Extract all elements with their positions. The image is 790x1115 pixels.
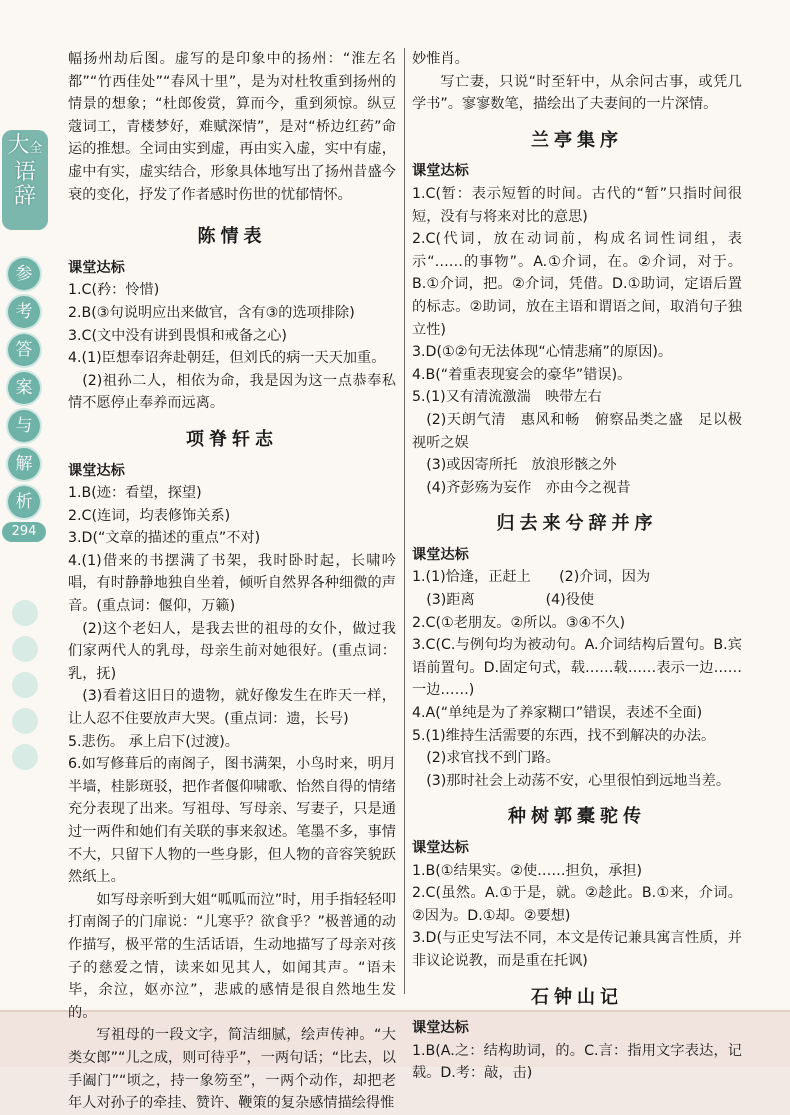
answer-item: 1.C(暂：表示短暂的时间。古代的“暂”只指时间很短，没有与将来对比的意思): [412, 185, 742, 225]
answer-item: 3.D(与正史写法不同，本文是传记兼具寓言性质，并非议论说教，而是重在托讽): [412, 930, 742, 969]
answer-item: (4)齐彭殇为妄作 亦由今之视昔: [426, 479, 631, 496]
decorative-dots: [10, 600, 40, 780]
answer-item: 5.悲伤。 承上启下(过渡)。: [68, 733, 239, 750]
logo-char: 辞: [13, 184, 36, 209]
paragraph: 妙惟肖。: [412, 51, 469, 67]
answer-item: 3.D(“文章的描述的重点”不对): [68, 530, 261, 547]
answer-item: 4.A(“单纯是为了养家糊口”错误，表述不全面): [412, 705, 703, 722]
answer-item: (2)祖孙二人，相依为命，我是因为这一点恭奉私情不愿停止奉养而远离。: [68, 372, 396, 412]
answer-item: 2.C(连词，均表修饰关系): [68, 507, 231, 524]
section-subtitle: 课堂达标: [68, 462, 125, 479]
answer-item: 2.C(代词，放在动词前，构成名词性词组，表示“……的事物”。A.①介词，在。②介词，对于。B.①介词，把。②介词，凭借。D.①助词，定语后置的标志。②助词，放在主语和谓语之间，取消句子独立性): [412, 231, 742, 338]
answer-item: 1.B(A.之：结构助词，的。C.言：指用文字表达，记载。D.考：敲，击): [412, 1042, 742, 1082]
section-title: 石钟山记: [531, 986, 623, 1008]
label-char: 考: [8, 296, 40, 328]
answer-item: 3.C(C.与例句均为被动句。A.介词结构后置句。B.宾语前置句。D.固定句式，载……载……表示一边……一边……): [412, 637, 742, 699]
deco-dot: [12, 636, 38, 662]
answer-item: (3)或因寄所托 放浪形骸之外: [426, 457, 617, 474]
label-char: 案: [8, 372, 40, 404]
label-char: 答: [8, 334, 40, 366]
dictionary-logo: [2, 130, 48, 230]
logo-char: 语: [13, 160, 36, 185]
section-label: [8, 258, 42, 524]
answer-item: 6.如写修葺后的南阁子，图书满架，小鸟时来，明月半墙，桂影斑驳，把作者偃仰啸歌、怡然自得的情绪充分表现了出来。写祖母、写母亲、写妻子，只是通过一两件和她们有关联的事来叙述。笔墨不多，事情不大，只留下人物的一些身影，但人物的音容笑貌跃然纸上。: [68, 756, 396, 886]
label-char: 与: [8, 410, 40, 442]
answer-item: 写祖母的一段文字，简洁细腻，绘声传神。“大类女郎”“儿之成，则可待乎”，一两句话；“比去，以手阖门”“顷之，持一象笏至”，一两个动作，却把老年人对孙子的牵挂、赞许、鞭策的复杂感情描绘得惟: [68, 1027, 396, 1112]
answer-item: (2)天朗气清 惠风和畅 俯察品类之盛 足以极视听之娱: [412, 411, 742, 451]
section-title: 兰亭集序: [531, 129, 623, 151]
page-number: 294: [2, 522, 46, 542]
answer-item: 4.(1)借来的书摆满了书架，我时卧时起，长啸吟唱，有时静静地独自坐着，倾听自然界各种细微的声音。(重点词：偃仰，万籁): [68, 552, 396, 615]
answer-item: 4.B(“着重表现宴会的豪华”错误)。: [412, 366, 632, 383]
answer-item: 3.D(①②句无法体现“心情悲痛”的原因)。: [412, 344, 673, 361]
answer-item: 5.(1)又有清流激湍 映带左右: [412, 389, 602, 406]
deco-dot: [12, 744, 38, 770]
section-subtitle: 课堂达标: [412, 163, 469, 180]
section-title: 陈情表: [197, 226, 267, 248]
label-char: 析: [8, 486, 40, 518]
answer-item: 如写母亲听到大姐“呱呱而泣”时，用手指轻轻叩打南阁子的门扉说：“儿寒乎？欲食乎？”极普通的动作描写，极平常的生活话语，生动地描写了母亲对孩子的慈爱之情，读来如见其人，如闻其声。“语未毕，余泣，妪亦泣”，悲戚的感情是很自然地生发的。: [68, 891, 396, 1021]
answer-item: 1.B(①结果实。②使……担负，承担): [412, 862, 643, 879]
section-title: 种树郭橐驼传: [508, 806, 646, 828]
answer-item: 2.C(①老朋友。②所以。③④不久): [412, 614, 626, 631]
deco-dot: [12, 708, 38, 734]
section-subtitle: 课堂达标: [412, 840, 469, 856]
right-column: [412, 48, 742, 1085]
label-char: 解: [8, 448, 40, 480]
answer-item: 3.C(文中没有讲到畏惧和戒备之心): [68, 327, 287, 344]
section-subtitle: 课堂达标: [68, 259, 125, 276]
deco-dot: [12, 672, 38, 698]
answer-item: (2)求官找不到门路。: [426, 750, 560, 767]
paragraph: 幅扬州劫后图。虚写的是印象中的扬州：“淮左名都”“竹西佳处”“春风十里”，是为对杜牧重到扬州的情景的想象；“杜郎俊赏，算而今，重到须惊。纵豆蔻词工，青楼梦好，难赋深情”，是对“桥边红药”命运的推想。全词由实到虚，再由实入虚，实中有虚，虚中有实，虚实结合，形象具体地写出了扬州昔盛今衰的变化，抒发了作者感时伤世的忧郁情怀。: [68, 51, 396, 203]
section-subtitle: 课堂达标: [412, 1020, 469, 1037]
answer-item: (2)这个老妇人，是我去世的祖母的女仆，做过我们家两代人的乳母，母亲生前对她很好。(重点词：乳，抚): [68, 620, 396, 682]
section-title: 归去来兮辞并序: [496, 513, 658, 535]
label-char: 参: [8, 258, 40, 290]
answer-item: 4.(1)臣想奉诏奔赴朝廷，但刘氏的病一天天加重。: [68, 350, 386, 367]
answer-item: (3)距离 (4)役使: [426, 592, 595, 609]
answer-item: (3)那时社会上动荡不安，心里很怕到远地当差。: [426, 772, 731, 789]
answer-item: 2.C(虽然。A.①于是，就。②趁此。B.①来，介词。②因为。D.①却。②要想): [412, 885, 742, 924]
answer-item: (3)看着这旧日的遗物，就好像发生在昨天一样，让人忍不住要放声大哭。(重点词：遗，长号): [68, 688, 396, 728]
answer-item: 1.C(矜：怜惜): [68, 282, 160, 299]
logo-char: 全: [29, 141, 43, 156]
logo-char: 大: [7, 133, 30, 158]
deco-dot: [12, 600, 38, 626]
answer-item: 5.(1)维持生活需要的东西，找不到解决的办法。: [412, 727, 716, 744]
section-title: 项脊轩志: [186, 428, 278, 450]
answer-item: 1.(1)恰逢，正赶上 (2)介词，因为: [412, 569, 651, 586]
answer-item: 1.B(迹：看望，探望): [68, 485, 202, 502]
answer-item: 2.B(③句说明应出来做官，含有③的选项排除): [68, 304, 355, 321]
column-divider: [404, 48, 405, 994]
section-subtitle: 课堂达标: [412, 546, 469, 563]
left-column: [68, 48, 396, 1115]
paragraph: 写亡妻，只说“时至轩中，从余问古事，或凭几学书”。寥寥数笔，描绘出了夫妻间的一片深情。: [412, 73, 742, 113]
